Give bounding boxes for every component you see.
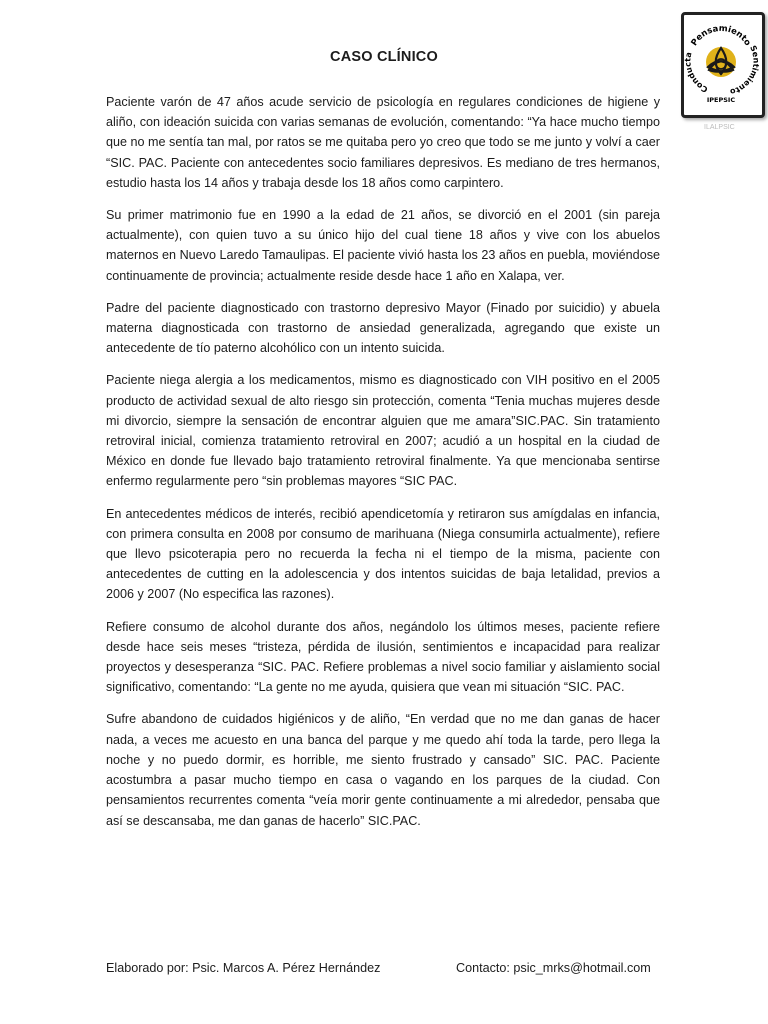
logo-label: IPEPSIC xyxy=(706,96,736,104)
logo-arc-top-text: Pensamiento xyxy=(689,23,753,48)
footer-author: Elaborado por: Psic. Marcos A. Pérez Hernández xyxy=(106,961,381,975)
paragraph: Paciente varón de 47 años acude servicio de psicología en regulares condiciones de higiene y aliño, con ideación suicida con varias semanas de evolución, comentando: “Ya hace mucho tiempo que no me sentía tan mal, por ratos se me quitaba pero yo creo que todo se me junto y volví a caer “SIC. PAC. Paciente con antecedentes socio familiares depresivos. Es mediano de tres hermanos, estudio hasta los 14 años y trabaja desde los 18 años como carpintero. xyxy=(106,95,660,190)
document-title: CASO CLÍNICO xyxy=(330,49,438,65)
paragraph: En antecedentes médicos de interés, recibió apendicetomía y retiraron sus amígdalas en infancia, con primera consulta en 2008 por consumo de marihuana (Niega consumirla actualmente), refiere que llevo psicoterapia pero no recuerda la fecha ni el tiempo de la misma, paciente con antecedentes de cutting en la adolescencia y dos intentos suicidas de baja letalidad, previos a 2006 y 2007 (No especifica las razones). xyxy=(106,506,660,602)
paragraph: Padre del paciente diagnosticado con trastorno depresivo Mayor (Finado por suicidio) y abuela materna diagnosticada con trastorno de ansiedad generalizada, agregando que existe un antecedente de tío paterno alcohólico con un intento suicida. xyxy=(106,300,660,356)
document-body xyxy=(106,92,660,843)
paragraph: Su primer matrimonio fue en 1990 a la edad de 21 años, se divorció en el 2001 (sin pareja actualmente), con quien tuvo a su único hijo del cual tiene 18 años y vive con los abuelos maternos en Nuevo Laredo Tamaulipas. El paciente vivió hasta los 23 años en puebla, moviéndose continuamente de provincia; actualmente reside desde hace 1 año en Xalapa, ver. xyxy=(106,208,660,283)
logo-arc-left-text: Conducta xyxy=(683,51,710,95)
ipepsic-logo xyxy=(681,12,763,117)
triquetra-icon xyxy=(706,47,736,77)
paragraph: Paciente niega alergia a los medicamentos, mismo es diagnosticado con VIH positivo en el 2005 producto de actividad sexual de alto riesgo sin protección, comenta “Tenia muchas mujeres desde mi divorcio, siempre la sensación de encontrar alguien que me amara”SIC.PAC. Sin tratamiento retroviral inicial, comienza tratamiento retroviral en 2007; acudió a un hospital en la ciudad de México en donde fue llevado bajo tratamiento retroviral finalmente. Ya que mencionaba sentirse enfermo regularmente pero “sin problemas mayores “SIC PAC. xyxy=(106,373,660,489)
logo-emblem xyxy=(682,12,762,114)
logo-caption: ILALPSIC xyxy=(704,124,735,131)
logo-arc-right-text: Sentimiento xyxy=(728,44,761,97)
footer-contact: Contacto: psic_mrks@hotmail.com xyxy=(456,961,651,975)
paragraph: Refiere consumo de alcohol durante dos años, negándolo los últimos meses, paciente refiere desde hace seis meses “tristeza, pérdida de ilusión, sentimientos e incapacidad para realizar proyectos y desesperanza “SIC. PAC. Refiere problemas a nivel socio familiar y aislamiento social significativo, comentando: “La gente no me ayuda, quisiera que vean mi situación “SIC. PAC. xyxy=(106,619,660,695)
paragraph: Sufre abandono de cuidados higiénicos y de aliño, “En verdad que no me dan ganas de hacer nada, a veces me acuesto en una banca del parque y me quedo ahí toda la tarde, pero llega la noche y no puedo dormir, es horrible, me siento frustrado y cansado” SIC. PAC. Paciente acostumbra a pasar mucho tiempo en casa o vagando en los parques de la ciudad. Con pensamientos recurrentes comenta “veía morir gente continuamente a mi alrededor, pensaba que así se descansaba, me dan ganas de hacerlo” SIC.PAC. xyxy=(106,712,660,828)
